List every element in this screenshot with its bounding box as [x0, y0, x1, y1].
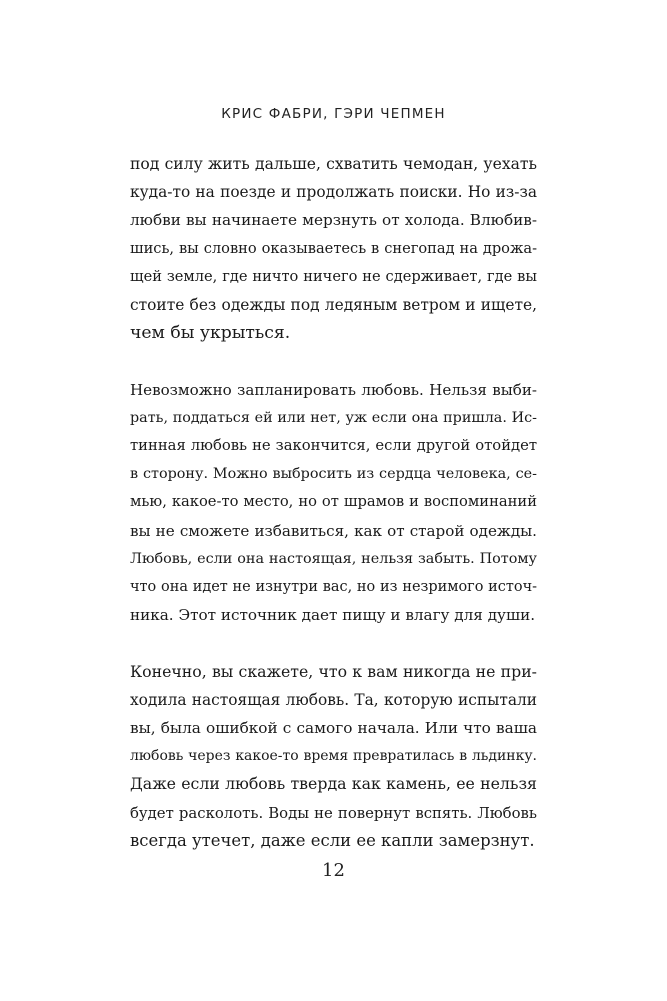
text-line: Конечно, вы скажете, что к вам никогда не при- — [130, 661, 537, 681]
text-line: всегда утечет, даже если ее капли замерзнут. — [130, 830, 535, 850]
text-line: в сторону. Можно выбросить из сердца человека, се- — [130, 466, 537, 483]
text-line: Невозможно запланировать любовь. Нельзя выби- — [130, 380, 537, 399]
paragraph-1 — [130, 150, 537, 347]
text-line: что она идет не изнутри вас, но из незримого источ- — [130, 579, 537, 596]
running-head: КРИС ФАБРИ, ГЭРИ ЧЕПМЕН — [221, 106, 446, 122]
text-line: шись, вы словно оказываетесь в снегопад на дрожа- — [130, 239, 537, 257]
text-line: будет расколоть. Воды не повернут вспять. Любовь — [130, 803, 537, 822]
text-line: вы, была ошибкой с самого начала. Или что ваша — [130, 719, 537, 738]
paragraph-3 — [130, 658, 537, 855]
text-line: тинная любовь не закончится, если другой отойдет — [130, 437, 537, 455]
text-line: стоите без одежды под ледяным ветром и ищете, — [130, 296, 537, 315]
paragraph-2 — [130, 376, 537, 630]
text-line: любовь через какое-то время превратилась в льдинку. — [130, 748, 537, 765]
text-line: чем бы укрыться. — [130, 323, 291, 344]
body-text — [130, 150, 537, 883]
text-line: ходила настоящая любовь. Та, которую испытали — [130, 690, 537, 709]
page-number: 12 — [322, 860, 345, 881]
text-line: рать, поддаться ей или нет, уж если она пришла. Ис- — [130, 409, 537, 426]
text-line: мью, какое-то место, но от шрамов и воспоминаний — [130, 493, 537, 511]
text-line: щей земле, где ничто ничего не сдерживает, где вы — [130, 267, 537, 285]
text-line: Даже если любовь тверда как камень, ее нельзя — [130, 774, 537, 794]
text-line: под силу жить дальше, схватить чемодан, уехать — [130, 155, 537, 173]
text-line: вы не сможете избавиться, как от старой одежды. — [130, 521, 537, 540]
text-line: ника. Этот источник дает пищу и влагу для души. — [130, 606, 536, 625]
text-line: любви вы начинаете мерзнуть от холода. Влюбив- — [130, 211, 537, 230]
text-line: куда-то на поезде и продолжать поиски. Но из-за — [130, 183, 537, 202]
text-line: Любовь, если она настоящая, нельзя забыть. Потому — [130, 550, 537, 567]
